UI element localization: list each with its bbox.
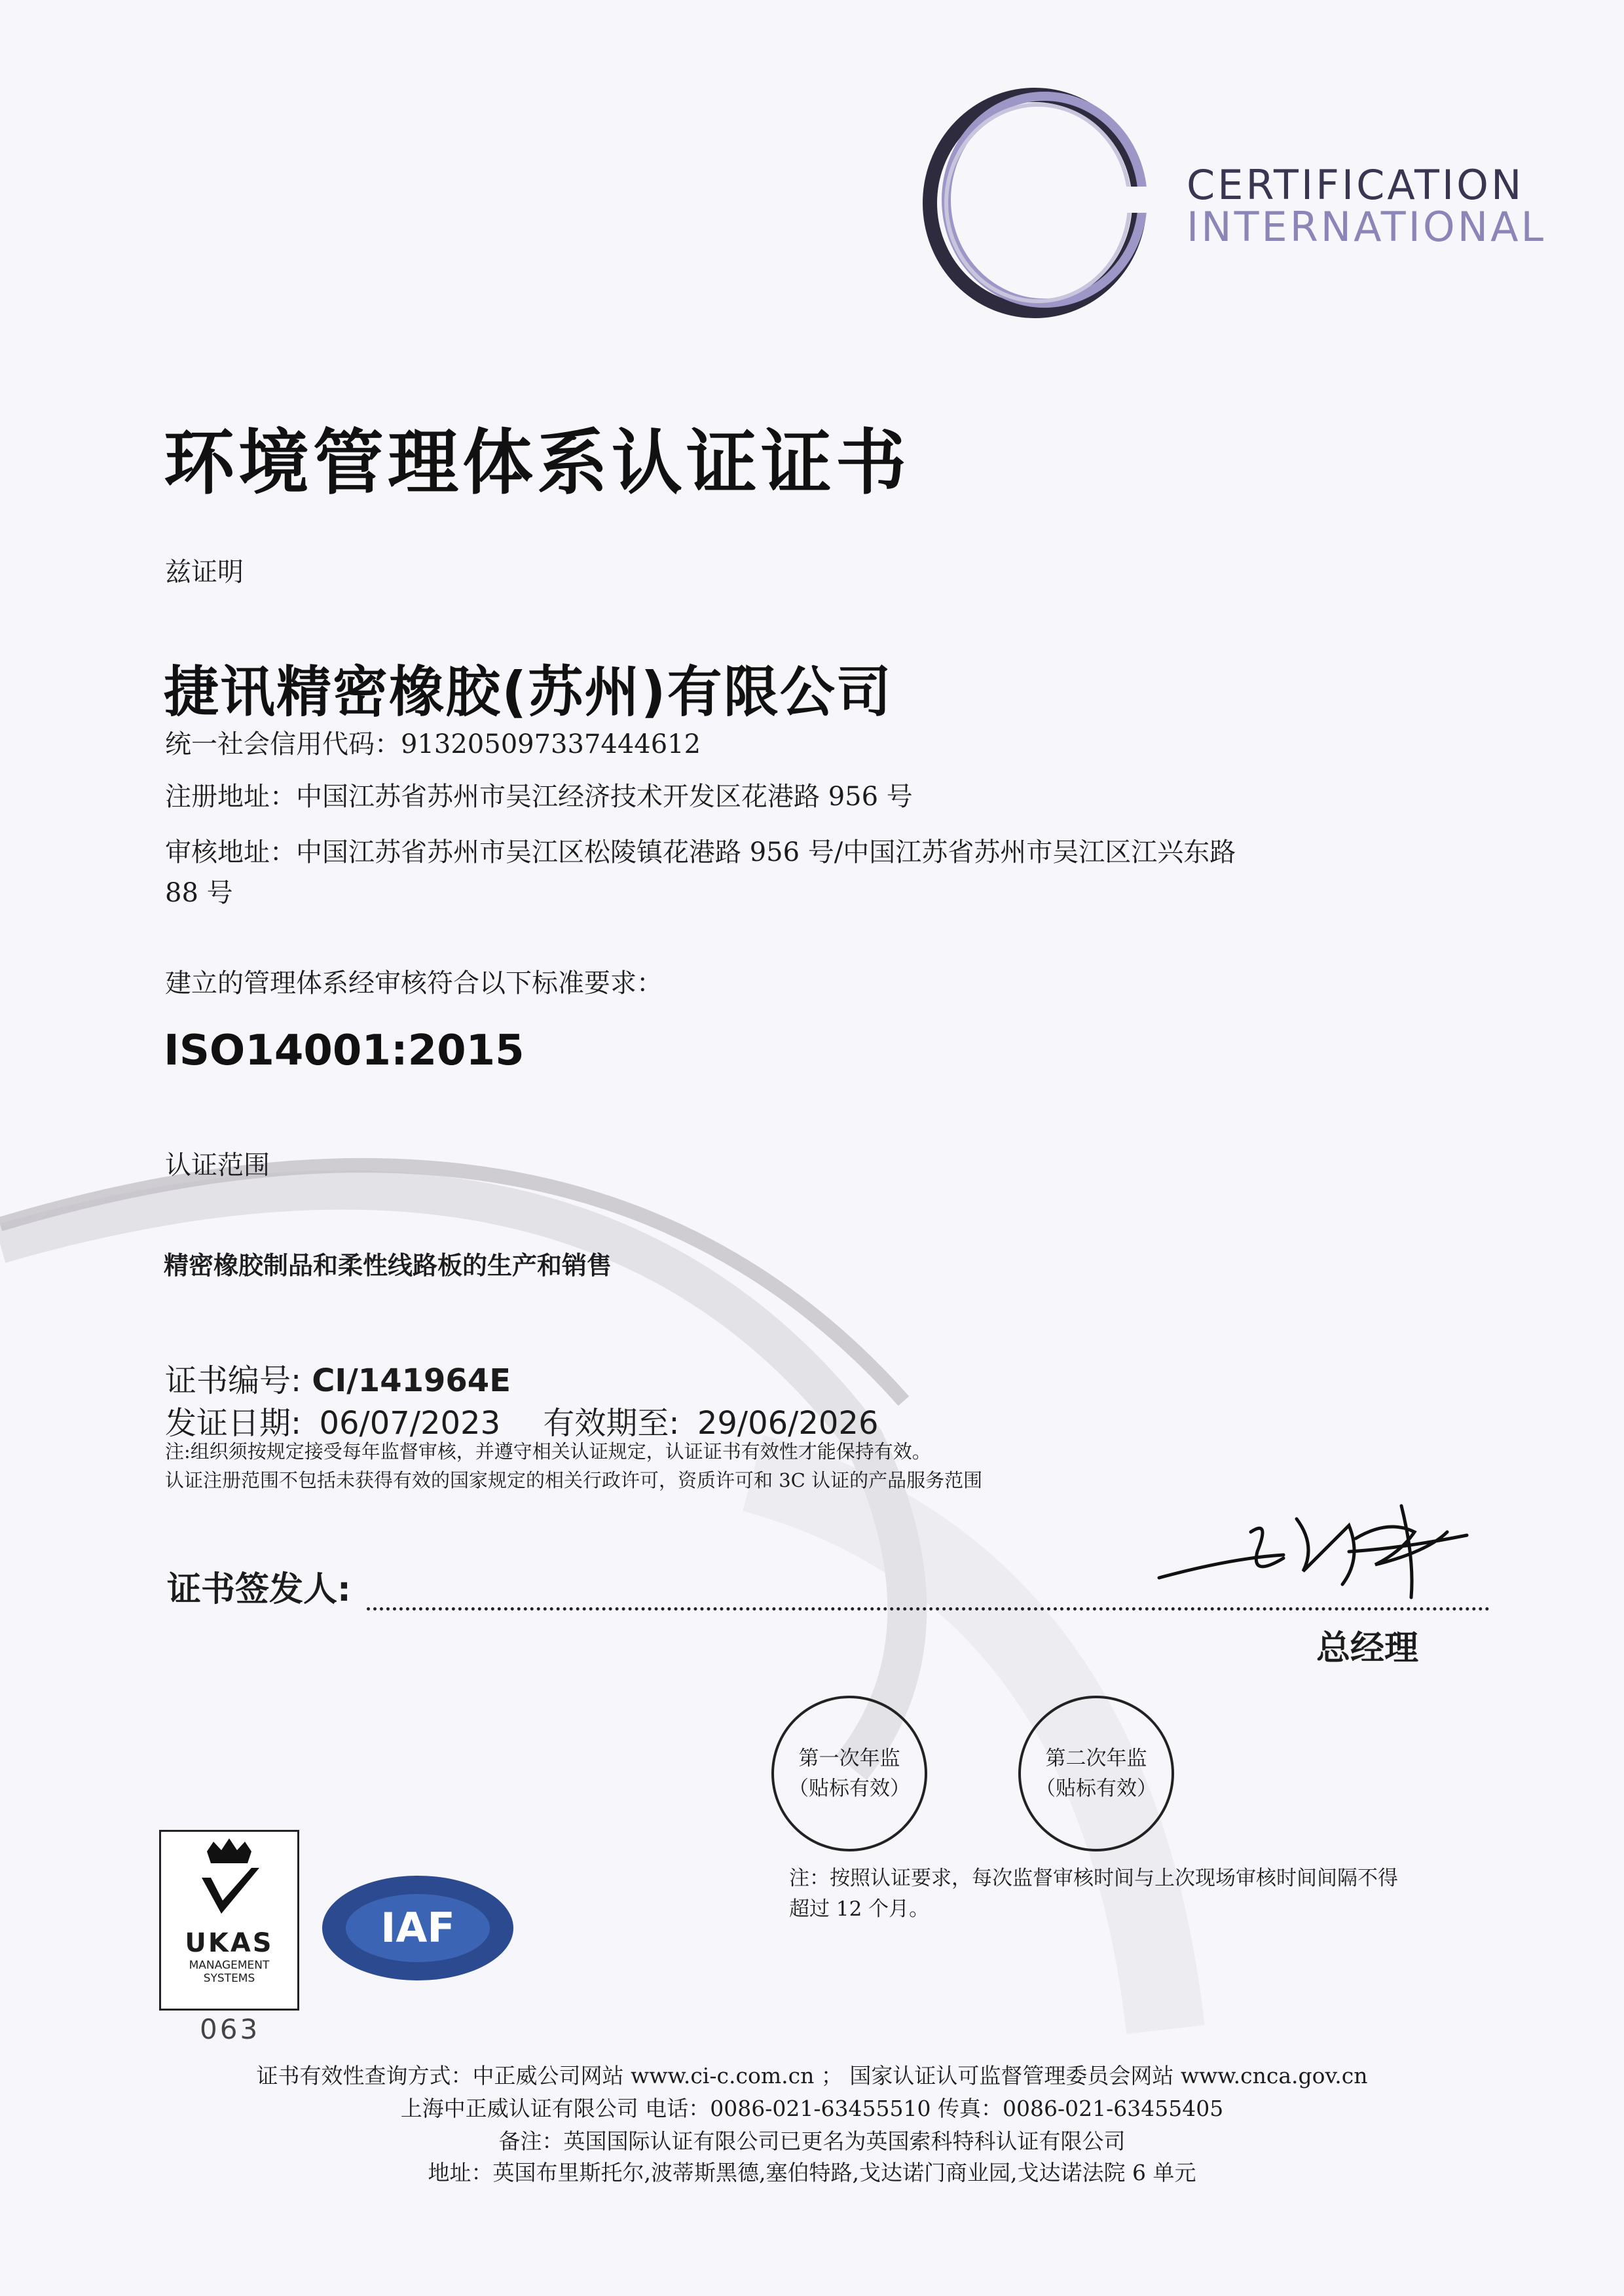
footer-line3: 备注：英国国际认证有限公司已更名为英国索科特科认证有限公司 (498, 2128, 1126, 2154)
valid-until-date: 29/06/2026 (697, 1405, 879, 1442)
second-audit-line2: （贴标有效） (1035, 1777, 1157, 1800)
footer-line4: 地址：英国布里斯托尔,波蒂斯黑德,塞伯特路,戈达诺门商业园,戈达诺法院 6 单元 (428, 2160, 1196, 2185)
note-line2: 认证注册范围不包括未获得有效的国家规定的相关行政许可，资质许可和 3C 认证的产品服务范围 (165, 1469, 983, 1491)
valid-until-label: 有效期至: (543, 1405, 680, 1442)
ukas-sub1: MANAGEMENT (189, 1959, 270, 1972)
note-line1: 注:组织须按规定接受每年监督审核，并遵守相关认证规定，认证证书有效性才能保持有效。 (165, 1440, 931, 1463)
first-audit-line1: 第一次年监 (798, 1747, 900, 1770)
certification-international-logo-icon (917, 82, 1179, 324)
standard: ISO14001:2015 (164, 1027, 525, 1075)
audit-note-line1: 注：按照认证要求，每次监督审核时间与上次现场审核时间间隔不得 (789, 1867, 1398, 1890)
general-manager-title: 总经理 (1316, 1629, 1419, 1668)
second-annual-audit-seal (1018, 1696, 1174, 1851)
conformity-statement: 建立的管理体系经审核符合以下标准要求： (165, 968, 663, 998)
cert-number: CI/141964E (312, 1362, 511, 1399)
ukas-logo (159, 1830, 299, 2011)
dates-row (165, 1398, 878, 1443)
ukas-crown-tick-icon (161, 1832, 297, 1930)
company-name: 捷讯精密橡胶(苏州)有限公司 (164, 660, 893, 724)
logo-text (1187, 161, 1547, 251)
signature-icon (1153, 1480, 1493, 1617)
ukas-number: 063 (200, 2013, 261, 2045)
logo-line2: INTERNATIONAL (1187, 203, 1547, 251)
cert-number-label: 证书编号: (165, 1362, 302, 1399)
ukas-sub2: SYSTEMS (203, 1972, 255, 1985)
scope-label: 认证范围 (165, 1150, 270, 1180)
iaf-logo-icon (320, 1872, 516, 1984)
footer-line2: 上海中正威认证有限公司 电话：0086-021-63455510 传真：0086-021-63455405 (400, 2096, 1224, 2121)
audit-address-line2: 88 号 (165, 878, 233, 908)
logo-line1: CERTIFICATION (1187, 161, 1524, 209)
cert-number-row (165, 1355, 511, 1400)
signer-label: 证书签发人: (167, 1570, 351, 1609)
registered-address: 注册地址：中国江苏省苏州市吴江经济技术开发区花港路 956 号 (165, 782, 913, 812)
issue-date: 06/07/2023 (319, 1405, 501, 1442)
first-audit-line2: （贴标有效） (788, 1777, 910, 1800)
scope-text: 精密橡胶制品和柔性线路板的生产和销售 (164, 1251, 612, 1280)
issue-date-label: 发证日期: (165, 1405, 302, 1442)
certificate-title: 环境管理体系认证证书 (164, 422, 911, 504)
audit-note-line2: 超过 12 个月。 (789, 1897, 930, 1921)
iaf-text: IAF (380, 1904, 455, 1952)
footer-line1: 证书有效性查询方式：中正威公司网站 www.ci-c.com.cn ； 国家认证认可监督管理委员会网站 www.cnca.gov.cn (256, 2063, 1368, 2088)
attest-label: 兹证明 (165, 557, 244, 587)
audit-address-line1: 审核地址：中国江苏省苏州市吴江区松陵镇花港路 956 号/中国江苏省苏州市吴江区江兴东路 (165, 837, 1236, 867)
credit-code: 统一社会信用代码：913205097337444612 (165, 729, 701, 759)
ukas-name: UKAS (185, 1928, 274, 1958)
first-annual-audit-seal (771, 1696, 927, 1851)
second-audit-line1: 第二次年监 (1045, 1747, 1147, 1770)
